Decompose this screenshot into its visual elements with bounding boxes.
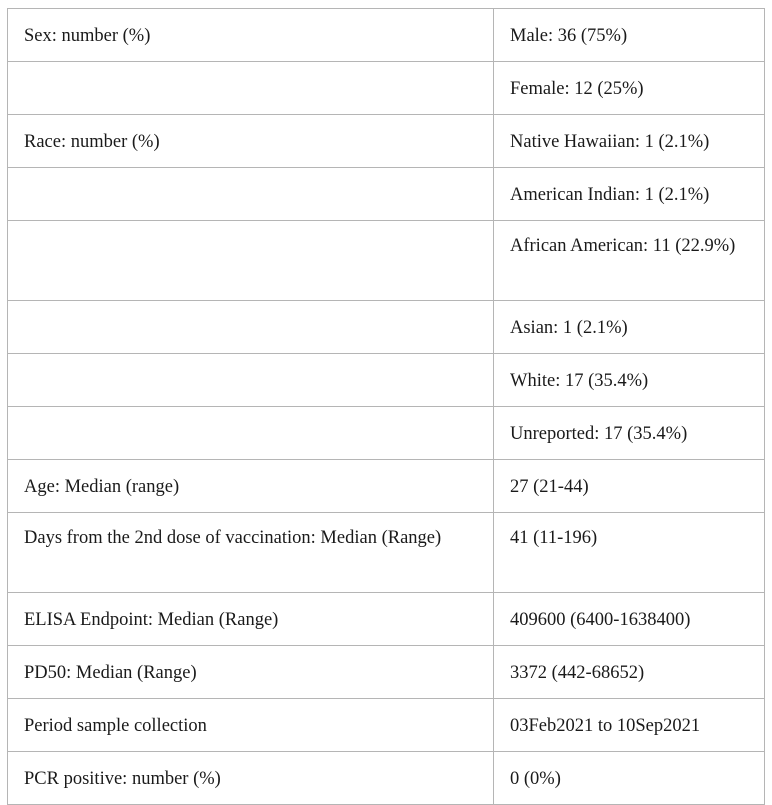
row-value: Native Hawaiian: 1 (2.1%) [494, 115, 765, 168]
row-label [8, 62, 494, 115]
row-value: White: 17 (35.4%) [494, 354, 765, 407]
row-label: Days from the 2nd dose of vaccination: Median (Range) [8, 513, 494, 593]
row-value: Asian: 1 (2.1%) [494, 301, 765, 354]
row-value: Unreported: 17 (35.4%) [494, 407, 765, 460]
table-row-race-african-american [8, 221, 765, 301]
table-row-race-asian [8, 301, 765, 354]
demographics-table [7, 8, 765, 805]
row-label: Sex: number (%) [8, 9, 494, 62]
row-label: Age: Median (range) [8, 460, 494, 513]
row-label [8, 168, 494, 221]
row-value: 27 (21-44) [494, 460, 765, 513]
table-row-race-unreported [8, 407, 765, 460]
row-value: 0 (0%) [494, 752, 765, 805]
row-label: Race: number (%) [8, 115, 494, 168]
row-label [8, 354, 494, 407]
row-label: Period sample collection [8, 699, 494, 752]
row-value: 41 (11-196) [494, 513, 765, 593]
row-label [8, 221, 494, 301]
row-label: PCR positive: number (%) [8, 752, 494, 805]
table-row-race [8, 115, 765, 168]
row-label: PD50: Median (Range) [8, 646, 494, 699]
row-value: Male: 36 (75%) [494, 9, 765, 62]
table-row-days-from-dose [8, 513, 765, 593]
table-row-elisa [8, 593, 765, 646]
table-row-pcr [8, 752, 765, 805]
table-row-period [8, 699, 765, 752]
table-row-sex [8, 9, 765, 62]
table-row-age [8, 460, 765, 513]
table-row-race-american-indian [8, 168, 765, 221]
row-value: 03Feb2021 to 10Sep2021 [494, 699, 765, 752]
table-row-sex-female [8, 62, 765, 115]
row-value: American Indian: 1 (2.1%) [494, 168, 765, 221]
table-row-pd50 [8, 646, 765, 699]
row-value: African American: 11 (22.9%) [494, 221, 765, 301]
row-label: ELISA Endpoint: Median (Range) [8, 593, 494, 646]
row-label [8, 301, 494, 354]
row-value: Female: 12 (25%) [494, 62, 765, 115]
row-value: 3372 (442-68652) [494, 646, 765, 699]
row-value: 409600 (6400-1638400) [494, 593, 765, 646]
row-label [8, 407, 494, 460]
table-row-race-white [8, 354, 765, 407]
